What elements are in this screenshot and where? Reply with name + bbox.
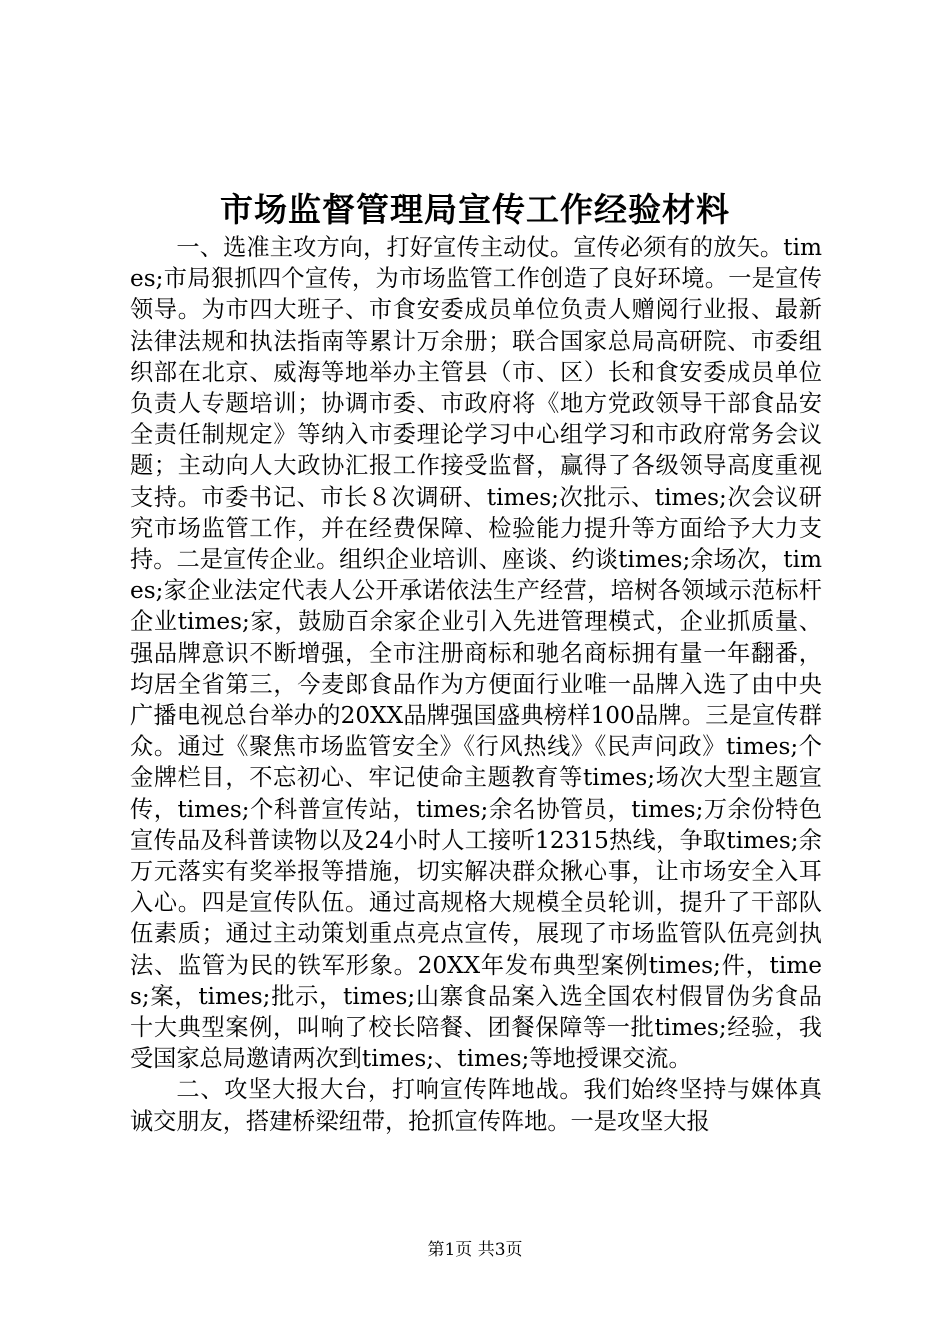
paragraph: 二、攻坚大报大台，打响宣传阵地战。我们始终坚持与媒体真诚交朋友，搭建桥梁纽带，抢抓宣传阵地。一是攻坚大报	[130, 1076, 822, 1135]
paragraph: 一、选准主攻方向，打好宣传主动仗。宣传必须有的放矢。times;市局狠抓四个宣传，为市场监管工作创造了良好环境。一是宣传领导。为市四大班子、市食安委成员单位负责人赠阅行业报、最新法律法规和执法指南等累计万余册；联合国家总局高研院、市委组织部在北京、威海等地举办主管县（市、区）长和食安委成员单位负责人专题培训；协调市委、市政府将《地方党政领导干部食品安全责任制规定》等纳入市委理论学习中心组学习和市政府常务会议题；主动向人大政协汇报工作接受监督，赢得了各级领导高度重视支持。市委书记、市长８次调研、times;次批示、times;次会议研究市场监管工作，并在经费保障、检验能力提升等方面给予大力支持。二是宣传企业。组织企业培训、座谈、约谈times;余场次，times;家企业法定代表人公开承诺依法生产经营，培树各领域示范标杆企业times;家，鼓励百余家企业引入先进管理模式，企业抓质量、强品牌意识不断增强，全市注册商标和驰名商标拥有量一年翻番，均居全省第三，今麦郎食品作为方便面行业唯一品牌入选了由中央广播电视总台举办的20XX品牌强国盛典榜样100品牌。三是宣传群众。通过《聚焦市场监管安全》《行风热线》《民声问政》times;个金牌栏目，不忘初心、牢记使命主题教育等times;场次大型主题宣传，times;个科普宣传站，times;余名协管员，times;万余份特色宣传品及科普读物以及24小时人工接听12315热线，争取times;余万元落实有奖举报等措施，切实解决群众揪心事，让市场安全入耳入心。四是宣传队伍。通过高规格大规模全员轮训，提升了干部队伍素质；通过主动策划重点亮点宣传，展现了市场监管队伍亮剑执法、监管为民的铁军形象。20XX年发布典型案例times;件，times;案，times;批示，times;山寨食品案入选全国农村假冒伪劣食品十大典型案例，叫响了校长陪餐、团餐保障等一批times;经验，我受国家总局邀请两次到times;、times;等地授课交流。	[130, 234, 822, 1073]
document-body	[130, 232, 822, 1137]
page-number: 第1页 共3页	[427, 1240, 523, 1260]
document-title: 市场监督管理局宣传工作经验材料	[220, 190, 730, 229]
